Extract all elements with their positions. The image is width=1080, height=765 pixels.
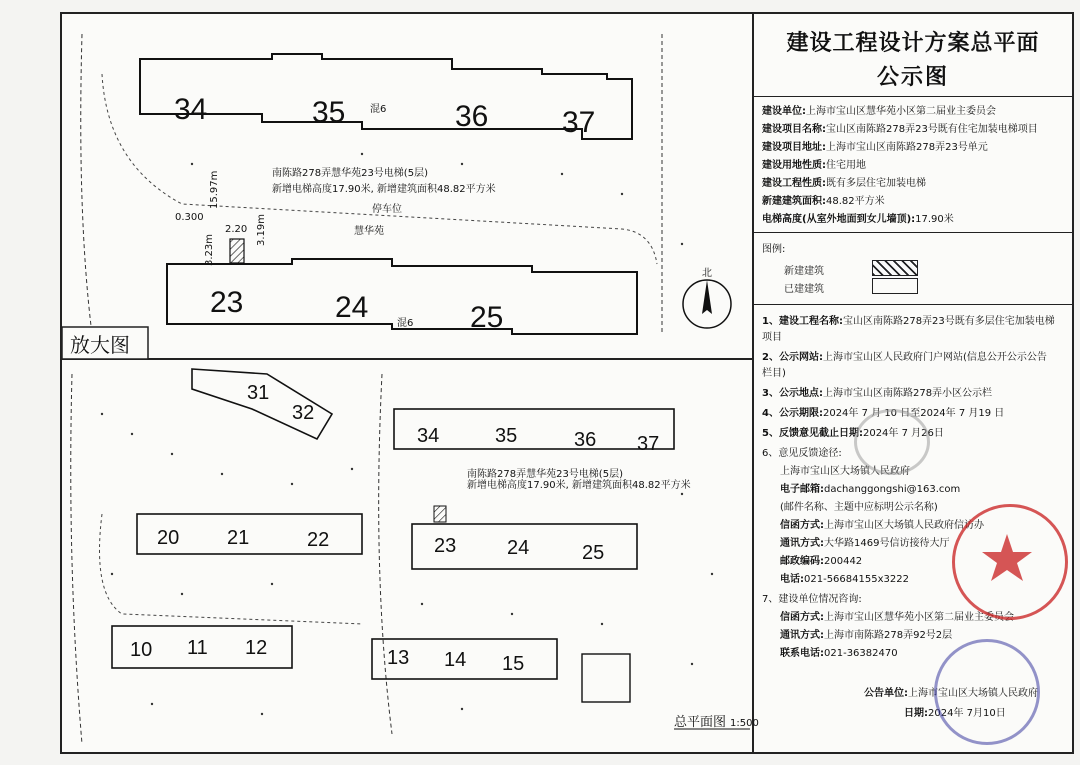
row-land: 建设用地性质:住宅用地	[762, 160, 866, 171]
bldg-37: 37	[562, 106, 596, 139]
row-nature: 建设工程性质:既有多层住宅加装电梯	[762, 178, 926, 189]
row-name: 建设项目名称:宝山区南陈路278弄23号既有住宅加装电梯项目	[762, 124, 1038, 135]
notice-item2: 2、公示网站:上海市宝山区人民政府门户网站(信息公开公示公告	[762, 352, 1047, 363]
community-label: 慧华苑	[354, 226, 384, 237]
notice-item2-cont: 栏目)	[762, 368, 786, 379]
drawing-frame	[60, 12, 1074, 754]
site-bldg-13: 13	[387, 647, 410, 669]
row-area: 新建建筑面积:48.82平方米	[762, 196, 885, 207]
notice-item3: 3、公示地点:上海市宝山区南陈路278弄小区公示栏	[762, 388, 993, 399]
site-bldg-22: 22	[307, 529, 330, 551]
notice-letter2: 信函方式:上海市宝山区慧华苑小区第二届业主委员会	[780, 612, 1014, 623]
notice-zip: 邮政编码:200442	[780, 556, 863, 567]
bldg-36: 36	[455, 100, 489, 133]
notice-item5: 5、反馈意见截止日期:2024年 7 月26日	[762, 428, 944, 439]
footer-date: 日期:2024年 7月10日	[904, 708, 1006, 719]
north-label: 北	[702, 268, 712, 279]
site-bldg-12: 12	[245, 637, 268, 659]
row-height: 电梯高度(从室外地面到女儿墙顶):17.90米	[762, 214, 954, 225]
site-bldg-35: 35	[495, 425, 518, 447]
info-panel	[754, 14, 1072, 752]
site-bldg-24: 24	[507, 537, 530, 559]
legend-new-swatch	[872, 260, 918, 276]
legend-new-label: 新建建筑	[784, 266, 824, 277]
site-elevator-note-2: 新增电梯高度17.90米, 新增建筑面积48.82平方米	[467, 480, 691, 491]
bldg-25: 25	[470, 301, 504, 334]
bldg-24: 24	[335, 291, 369, 324]
notice-tel2: 联系电话:021-36382470	[780, 648, 898, 659]
bldg-35: 35	[312, 96, 346, 129]
legend-existing-label: 已建建筑	[784, 284, 824, 295]
hun6-label-mid: 混6	[397, 318, 414, 329]
site-bldg-36: 36	[574, 429, 597, 451]
notice-tel: 电话:021-56684155x3222	[780, 574, 909, 585]
hun6-label-top: 混6	[370, 104, 387, 115]
dim-323: 3.23m	[204, 233, 215, 266]
notice-addr: 通讯方式:大华路1469号信访接待大厅	[780, 538, 950, 549]
site-bldg-23: 23	[434, 535, 457, 557]
row-address: 建设项目地址:上海市宝山区南陈路278弄23号单元	[762, 142, 988, 153]
official-seal-2	[934, 639, 1040, 745]
site-bldg-37: 37	[637, 433, 660, 455]
elevator-note-2: 新增电梯高度17.90米, 新增建筑面积48.82平方米	[272, 184, 496, 195]
bldg-23: 23	[210, 286, 244, 319]
enlarged-view-label: 放大图	[70, 333, 130, 357]
title-line1: 建设工程设计方案总平面	[786, 31, 1040, 56]
dim-1597: 15.97m	[209, 170, 220, 209]
title-line2: 公示图	[876, 65, 949, 90]
site-bldg-11: 11	[187, 637, 208, 659]
notice-email: 电子邮箱:dachanggongshi@163.com	[780, 484, 961, 495]
site-bldg-25: 25	[582, 542, 605, 564]
legend-existing-swatch	[872, 278, 918, 294]
site-plan-svg	[62, 14, 759, 752]
site-plan-drawing	[62, 14, 759, 752]
site-elevator-note-1: 南陈路278弄慧华苑23号电梯(5层)	[467, 469, 623, 480]
dim-319: 3.19m	[256, 213, 267, 246]
site-bldg-20: 20	[157, 527, 180, 549]
dim-220: 2.20	[225, 224, 248, 235]
site-bldg-21: 21	[227, 527, 250, 549]
site-bldg-14: 14	[444, 649, 467, 671]
row-unit: 建设单位:上海市宝山区慧华苑小区第二届业主委员会	[762, 106, 996, 117]
notice-letter: 信函方式:上海市宝山区大场镇人民政府信访办	[780, 520, 984, 531]
notice-item7: 7、建设单位情况咨询:	[762, 594, 862, 605]
site-bldg-15: 15	[502, 653, 525, 675]
site-bldg-32: 32	[292, 402, 315, 424]
parking-label: 停车位	[372, 204, 402, 215]
elevator-note-1: 南陈路278弄慧华苑23号电梯(5层)	[272, 168, 428, 179]
bldg-34: 34	[174, 93, 208, 126]
notice-gov: 上海市宝山区大场镇人民政府	[780, 466, 910, 477]
site-bldg-10: 10	[130, 639, 153, 661]
official-seal-1	[952, 504, 1068, 620]
notice-item4: 4、公示期限:2024年 7 月 10 日至2024年 7 月19 日	[762, 408, 1005, 419]
site-bldg-31: 31	[247, 382, 270, 404]
notice-item6: 6、意见反馈途径:	[762, 448, 842, 459]
scale-label: 1:500	[730, 718, 759, 729]
notice-addr2: 通讯方式:上海市南陈路278弄92号2层	[780, 630, 953, 641]
footer-announcer: 公告单位:上海市宝山区大场镇人民政府	[864, 688, 1038, 699]
notice-email-note: (邮件名称、主题中应标明公示名称)	[780, 502, 938, 513]
notice-item1: 1、建设工程名称:宝山区南陈路278弄23号既有多层住宅加装电梯	[762, 316, 1055, 327]
new-elevator	[230, 239, 244, 263]
notice-item1-cont: 项目	[762, 332, 782, 343]
site-plan-label: 总平面图	[674, 715, 727, 730]
dim-0300: 0.300	[175, 212, 204, 223]
site-bldg-34: 34	[417, 425, 440, 447]
official-seal-3	[854, 409, 930, 475]
legend-title: 图例:	[762, 244, 786, 255]
